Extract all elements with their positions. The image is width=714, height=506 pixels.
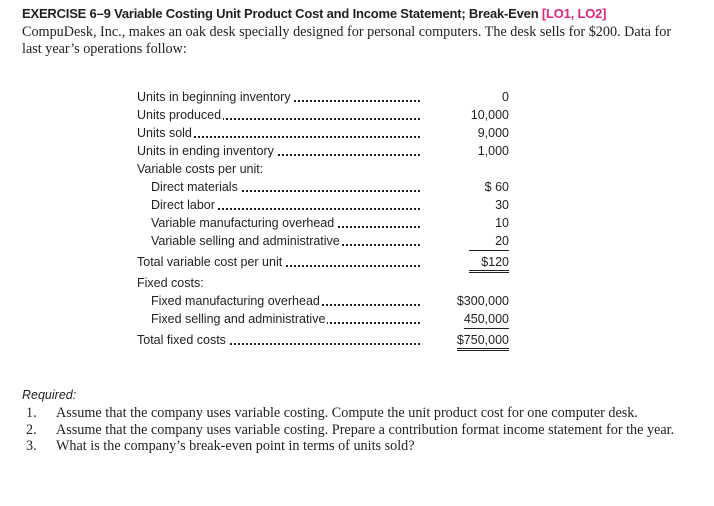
table-row — [137, 331, 517, 349]
row-value: 20 — [469, 232, 509, 251]
learning-objectives: [LO1, LO2] — [541, 6, 607, 21]
row-value: $ 60 — [484, 180, 509, 194]
requirements-list — [22, 405, 702, 455]
item-number: 1. — [26, 405, 37, 421]
row-label: Units in beginning inventory — [137, 90, 291, 104]
row-value: 450,000 — [464, 310, 509, 329]
required-label: Required: — [22, 388, 77, 402]
row-label: Fixed costs: — [137, 276, 204, 290]
row-value: 9,000 — [477, 126, 509, 140]
table-row — [137, 253, 517, 271]
row-value: 30 — [495, 198, 509, 212]
row-label: Units in ending inventory — [137, 144, 274, 158]
data-table — [137, 88, 517, 349]
table-row — [137, 310, 517, 328]
table-row — [137, 292, 517, 310]
row-label: Units sold — [137, 126, 192, 140]
table-row — [137, 124, 517, 142]
list-item — [22, 438, 702, 455]
row-value: 1,000 — [477, 144, 509, 158]
item-text: What is the company’s break-even point in terms of units sold? — [56, 438, 415, 454]
row-value: 10,000 — [470, 108, 509, 122]
table-row — [137, 106, 517, 124]
row-value: $300,000 — [456, 294, 509, 308]
item-text: Assume that the company uses variable costing. Compute the unit product cost for one computer desk. — [56, 405, 638, 421]
row-value: $750,000 — [457, 332, 509, 351]
row-label: Variable manufacturing overhead — [151, 216, 335, 230]
row-label: Total fixed costs — [137, 333, 226, 347]
row-label: Units produced — [137, 108, 222, 122]
item-number: 2. — [26, 421, 37, 438]
table-row — [137, 196, 517, 214]
table-row — [137, 232, 517, 250]
row-label: Direct labor — [151, 198, 215, 212]
row-label: Variable selling and administrative — [151, 234, 340, 248]
table-row — [137, 214, 517, 232]
table-row — [137, 88, 517, 106]
table-row — [137, 274, 517, 292]
exercise-heading — [22, 6, 702, 21]
intro-paragraph: CompuDesk, Inc., makes an oak desk specially designed for personal computers. The desk sells for $200. Data for last year’s operations follow: — [22, 24, 672, 57]
row-label: Total variable cost per unit — [137, 255, 283, 269]
item-number: 3. — [26, 438, 37, 454]
row-label: Fixed selling and administrative — [151, 312, 326, 326]
exercise-title: Variable Costing Unit Product Cost and Income Statement; Break-Even — [114, 6, 539, 21]
row-value: 0 — [502, 90, 509, 104]
table-row — [137, 142, 517, 160]
table-row — [137, 160, 517, 178]
list-item — [22, 405, 702, 422]
exercise-number: EXERCISE 6–9 — [22, 6, 111, 21]
item-text: Assume that the company uses variable costing. Prepare a contribution format income statement for the year. — [56, 421, 675, 438]
list-item — [22, 422, 702, 439]
table-row — [137, 178, 517, 196]
row-value: 10 — [495, 216, 509, 230]
row-value: $120 — [469, 254, 509, 273]
row-label: Variable costs per unit: — [137, 162, 264, 176]
row-label: Direct materials — [151, 180, 238, 194]
row-label: Fixed manufacturing overhead — [151, 294, 320, 308]
